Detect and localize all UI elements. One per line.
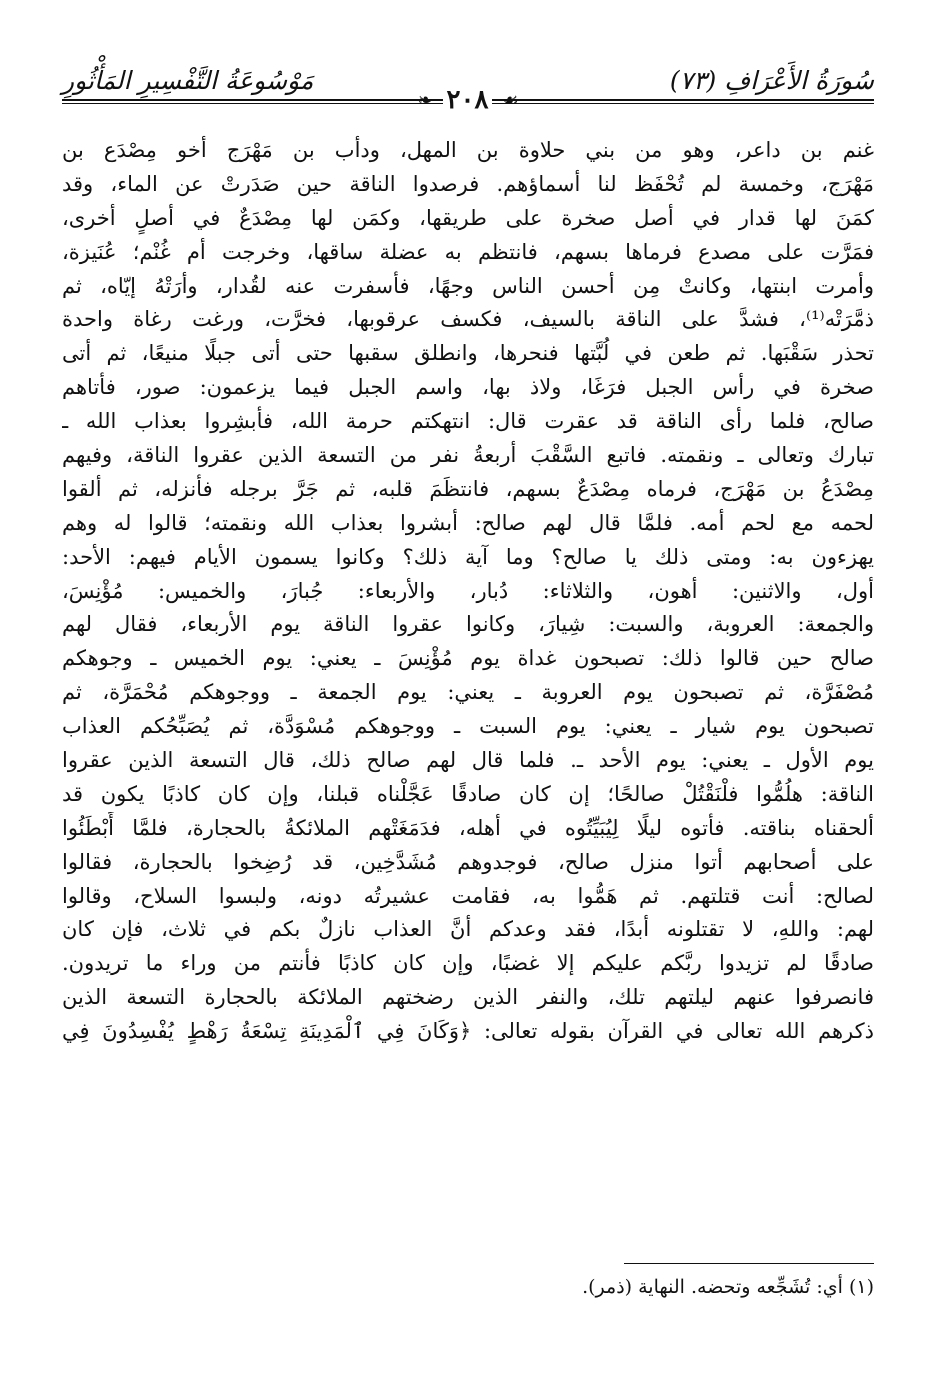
- text-line: على أصحابهم أتوا منزل صالح، فوجدوهم مُشَدَّخِين، قد رُضِخوا بالحجارة، فقالوا: [62, 849, 874, 874]
- surah-title: سُورَةُ الأَعْرَافِ (٧٣): [669, 66, 874, 95]
- text-line: ذمَّرَتْه⁽¹⁾، فشدَّ على الناقة بالسيف، فكسف عرقوبها، فخرَّت، ورغت رغاة واحدة: [62, 307, 874, 332]
- text-line: كمَنَ لها قدار في أصل صخرة على طريقها، وكمَن لها مِصْدَعٌ في أصلٍ أخرى،: [62, 205, 874, 230]
- ornament-icon: ❧: [417, 89, 433, 111]
- text-line: مُصْفَرَّة، ثم تصبحون يوم العروبة ـ يعني: يوم الجمعة ـ ووجوهكم مُحْمَرَّة، ثم: [62, 680, 874, 705]
- text-line: تحذر سَقْبَها. ثم طعن في لُبَّتها فنحرها، وانطلق سقبها حتى أتى جبلًا منيعًا، ثم أتى: [62, 341, 874, 366]
- text-line: لصالح: أنت قتلتهم. ثم هَمُّوا به، فقامت عشيرتُه دونه، ولبسوا السلاح، وقالوا: [62, 883, 874, 908]
- text-line: ذكرهم الله تعالى في القرآن بقوله تعالى: ﴿وَكَانَ فِي ٱلْمَدِينَةِ تِسْعَةُ رَهْطٍ يُفْسِدُونَ فِي: [62, 1019, 874, 1044]
- page-number-row: [62, 83, 874, 117]
- text-line: تصبحون يوم شيار ـ يعني: يوم السبت ـ ووجوهكم مُسْوَدَّة، ثم يُصَبِّحُكم العذاب: [62, 714, 874, 739]
- text-line: وأمرت ابنتها، وكانتْ مِن أحسن الناس وجهًا، فأسفرت عنه لقُدار، وأرَتْهُ إيّاه، ثم: [62, 273, 874, 298]
- text-line: صالح، فلما رأى الناقة قد عقرت قال: انتهكتم حرمة الله، فأبشِروا بعذاب الله ـ: [62, 409, 874, 434]
- text-line: لحمه مع لحم أمه. فلمَّا قال لهم صالح: أبشروا بعذاب الله ونقمته؛ قالوا له وهم: [62, 510, 874, 535]
- footnote-rule: [624, 1263, 874, 1264]
- text-line: فمَرَّت على مصدع فرماها بسهم، فانتظم به عضلة ساقها، وخرجت أم غُنْم؛ عُنَيزة،: [62, 239, 874, 264]
- text-line: ألحقناه بناقته. فأتوه ليلًا لِيُبَيِّتُوه في أهله، فدَمَغَتْهم الملائكةُ بالحجارة، فلمَّا أَبْطَئُوا: [62, 815, 874, 840]
- text-line: مِصْدَعُ بن مَهْرَج، فرماه مِصْدَعٌ بسهم، فانتظَمَ قلبه، ثم جَرَّ برجله فأنزله، ثم ألقوا: [62, 476, 874, 501]
- text-line: لهم: واللهِ، لا تقتلونه أبدًا، فقد وعدكم أنَّ العذاب نازلٌ بكم في ثلاث، فإن كان: [62, 917, 874, 942]
- text-line: يوم الأول ـ يعني: يوم الأحد ـ. فلما قال لهم صالح ذلك، قال التسعة الذين عقروا: [62, 748, 874, 773]
- text-line: فانصرفوا عنهم ليلتهم تلك، والنفر الذين رضختهم الملائكة بالحجارة التسعة الذين: [62, 985, 874, 1010]
- text-line: صالح حين قالوا ذلك: تصبحون غداة يوم مُؤْنِسَ ـ يعني: يوم الخميس ـ وجوهكم: [62, 646, 874, 671]
- text-line: تبارك وتعالى ـ ونقمته. فاتبع السَّقْبَ أربعةُ نفر من التسعة الذين عقروا الناقة، وفيهم: [62, 443, 874, 468]
- text-line: غنم بن داعر، وهو من بني حلاوة بن المهل، ودأب بن مَهْرَج أخو مِصْدَع بن: [62, 138, 874, 162]
- text-line: أول، والاثنين: أهون، والثلاثاء: دُبار، والأربعاء: جُبارَ، والخميس: مُؤْنِسَ،: [62, 578, 874, 603]
- page-number: ٢٠٨: [443, 85, 493, 115]
- footnote: (١) أي: تُشَجِّعه وتحضه. النهاية (ذمر).: [582, 1276, 874, 1298]
- ornament-icon: ☙: [502, 89, 519, 111]
- text-line: يهزءون به: ومتى ذلك يا صالح؟ وما آية ذلك؟ وكانوا يسمون الأيام فيهم: الأحد:: [62, 544, 874, 569]
- main-text: [62, 134, 874, 1049]
- book-title: مَوْسُوعَةُ التَّفْسِيرِ المَأْثُورِ: [62, 66, 314, 95]
- text-line: صادقًا لم تزيدوا ربَّكم عليكم إلا غضبًا، وإن كان كاذبًا فأنتم من وراء ما تريدون.: [62, 951, 874, 976]
- text-line: مَهْرَج، وخمسة لم تُحْفَظ لنا أسماؤهم. فرصدوا الناقة حين صَدَرتْ عن الماء، وقد: [62, 171, 874, 196]
- text-line: الناقة: هلُمُّوا فلْنَقْتُلْ صالحًا؛ إن كان صادقًا عَجَّلْناه قبلنا، وإن كان كاذبًا يكون قد: [62, 781, 874, 806]
- text-line: والجمعة: العروبة، والسبت: شِيارَ، وكانوا عقروا الناقة يوم الأربعاء، فقال لهم: [62, 612, 874, 637]
- text-line: صخرة في رأس الجبل فرَغَا، ولاذ بها، واسم الجبل فيما يزعمون: صور، فأتاهم: [62, 375, 874, 400]
